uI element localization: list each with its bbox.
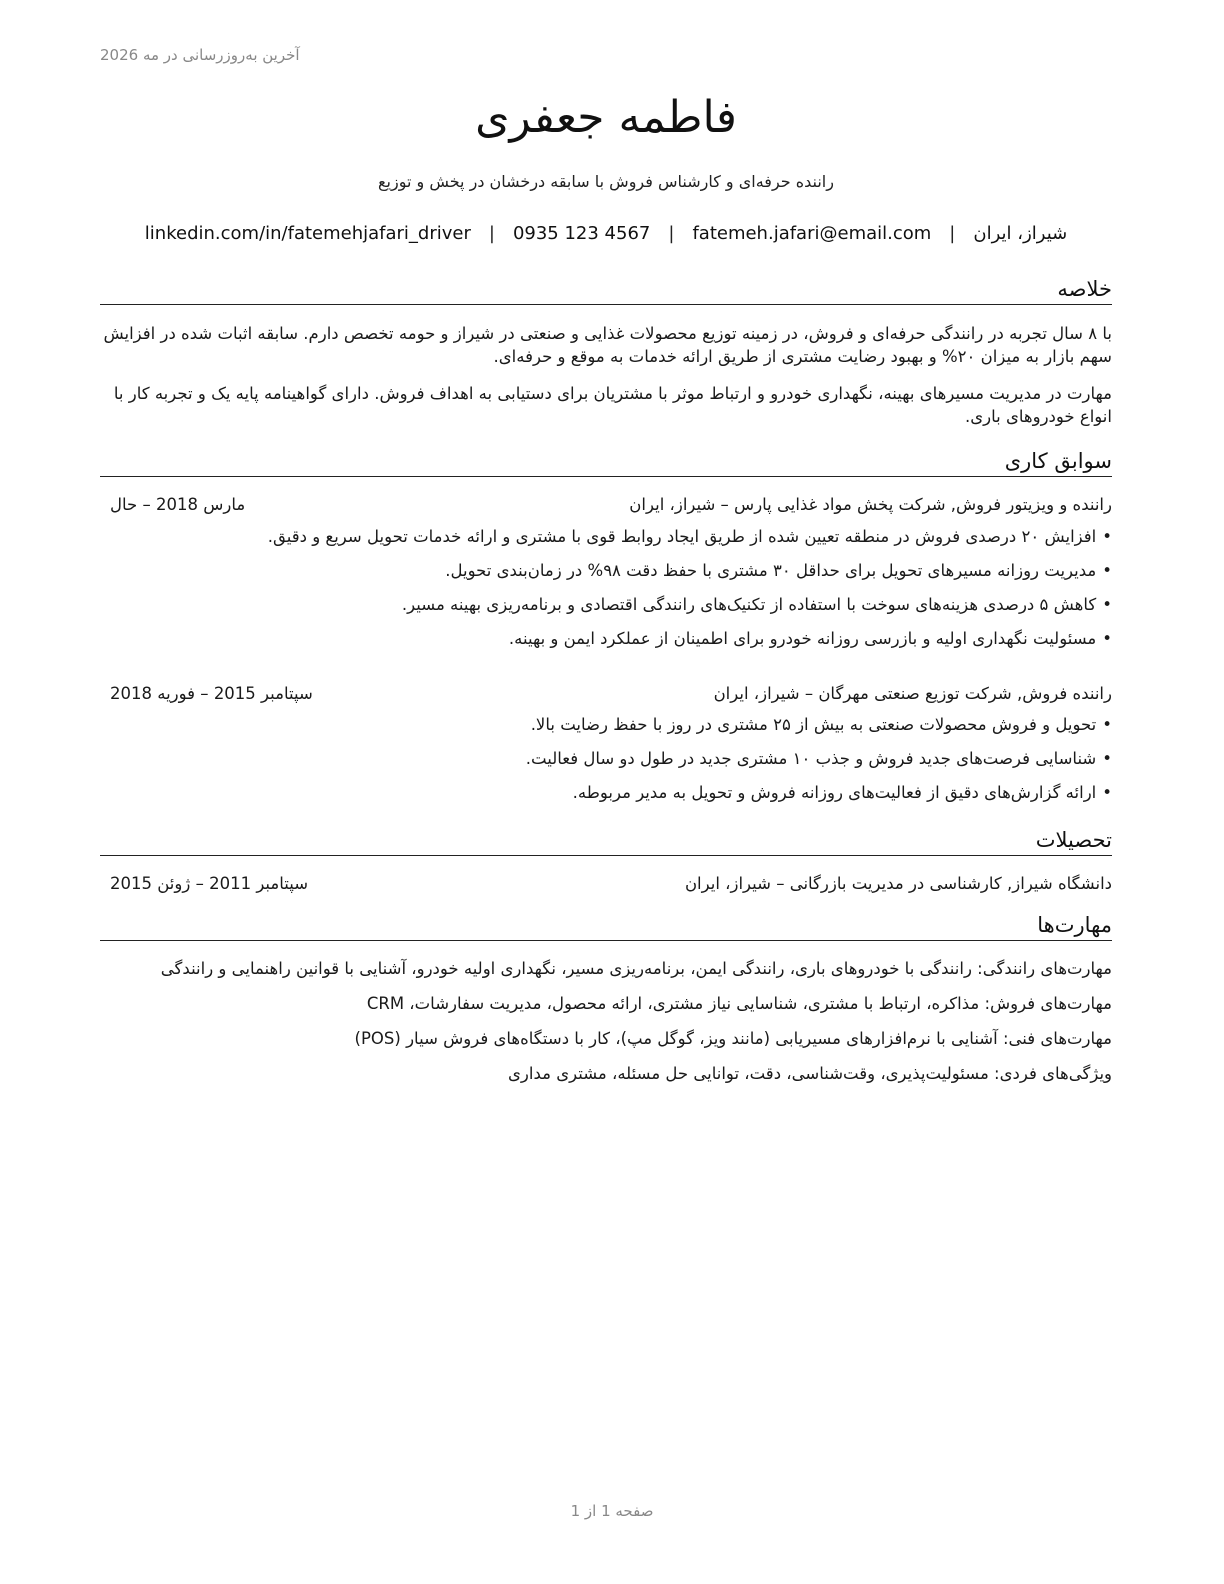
list-item: •ارائه گزارش‌های دقیق از فعالیت‌های روزانه فروش و تحویل به مدیر مربوطه. bbox=[572, 783, 1112, 802]
contact-separator: | bbox=[668, 223, 675, 244]
experience-heading: سوابق کاری bbox=[100, 448, 1112, 477]
contact-phone[interactable]: 0935 123 4567 bbox=[512, 223, 651, 244]
candidate-tagline: راننده حرفه‌ای و کارشناس فروش با سابقه درخشان در پخش و توزیع bbox=[378, 172, 834, 191]
job-bullets bbox=[100, 714, 1112, 816]
contact-separator: | bbox=[488, 223, 495, 244]
education-dates: سپتامبر 2011 – ژوئن 2015 bbox=[110, 874, 309, 893]
summary-heading: خلاصه bbox=[100, 276, 1112, 305]
education-degree: دانشگاه شیراز, کارشناسی در مدیریت بازرگانی – شیراز، ایران bbox=[684, 874, 1112, 893]
contact-line bbox=[100, 223, 1112, 244]
job-bullets bbox=[100, 526, 1112, 662]
list-item: •افزایش ۲۰ درصدی فروش در منطقه تعیین شده از طریق ایجاد روابط قوی با مشتری و ارائه خدمات تحویل سریع و دقیق. bbox=[267, 527, 1112, 546]
job-role: راننده و ویزیتور فروش, شرکت پخش مواد غذایی پارس – شیراز، ایران bbox=[629, 495, 1112, 514]
job-role: راننده فروش, شرکت توزیع صنعتی مهرگان – شیراز، ایران bbox=[713, 684, 1112, 703]
list-item: •کاهش ۵ درصدی هزینه‌های سوخت با استفاده از تکنیک‌های رانندگی اقتصادی و برنامه‌ریزی بهینه مسیر. bbox=[401, 595, 1112, 614]
skills-row: مهارت‌های فنی: آشنایی با نرم‌افزارهای مسیریابی (مانند ویز، گوگل مپ)، کار با دستگاه‌های فروش سیار (POS) bbox=[354, 1029, 1112, 1048]
candidate-name: فاطمه جعفری bbox=[475, 92, 737, 143]
skills-row: مهارت‌های فروش: مذاکره، ارتباط با مشتری، شناسایی نیاز مشتری، ارائه محصول، مدیریت سفارشات، CRM bbox=[366, 994, 1112, 1013]
job-dates: سپتامبر 2015 – فوریه 2018 bbox=[110, 684, 313, 703]
contact-separator: | bbox=[949, 223, 956, 244]
job-dates: مارس 2018 – حال bbox=[110, 495, 246, 514]
resume-page bbox=[100, 0, 1112, 1584]
contact-linkedin[interactable]: linkedin.com/in/fatemehjafari_driver bbox=[144, 223, 471, 244]
page-number: صفحه 1 از 1 bbox=[570, 1502, 654, 1520]
skills-row: ویژگی‌های فردی: مسئولیت‌پذیری، وقت‌شناسی، دقت، توانایی حل مسئله، مشتری مداری bbox=[508, 1064, 1112, 1083]
skills-list bbox=[100, 958, 1112, 1098]
list-item: •مدیریت روزانه مسیرهای تحویل برای حداقل ۳۰ مشتری با حفظ دقت ۹۸% در زمان‌بندی تحویل. bbox=[445, 561, 1112, 580]
skills-row: مهارت‌های رانندگی: رانندگی با خودروهای باری، رانندگی ایمن، برنامه‌ریزی مسیر، نگهداری اولیه خودرو، آشنایی با قوانین راهنمایی و رانندگی bbox=[160, 959, 1112, 978]
education-heading: تحصیلات bbox=[100, 827, 1112, 856]
list-item: •شناسایی فرصت‌های جدید فروش و جذب ۱۰ مشتری جدید در طول دو سال فعالیت. bbox=[525, 749, 1112, 768]
skills-heading: مهارت‌ها bbox=[100, 912, 1112, 941]
last-updated-note: آخرین به‌روزرسانی در مه 2026 bbox=[100, 46, 300, 64]
contact-email[interactable]: fatemeh.jafari@email.com bbox=[692, 223, 932, 244]
list-item: •تحویل و فروش محصولات صنعتی به بیش از ۲۵ مشتری در روز با حفظ رضایت بالا. bbox=[530, 715, 1112, 734]
contact-location: شیراز، ایران bbox=[973, 223, 1068, 244]
list-item: •مسئولیت نگهداری اولیه و بازرسی روزانه خودرو برای اطمینان از عملکرد ایمن و بهینه. bbox=[508, 629, 1112, 648]
summary-paragraph: مهارت در مدیریت مسیرهای بهینه، نگهداری خودرو و ارتباط موثر با مشتریان برای دستیابی به اهداف فروش. دارای گواهینامه پایه یک و تجربه کار با انواع خودروهای باری. bbox=[113, 384, 1112, 426]
summary-paragraph: با ۸ سال تجربه در رانندگی حرفه‌ای و فروش، در زمینه توزیع محصولات غذایی و صنعتی در شیراز و حومه تخصص دارم. سابقه اثبات شده در افزایش سهم بازار به میزان ۲۰% و بهبود رضایت مشتری از طریق ارائه خدمات به موقع و حرفه‌ای. bbox=[103, 324, 1112, 366]
